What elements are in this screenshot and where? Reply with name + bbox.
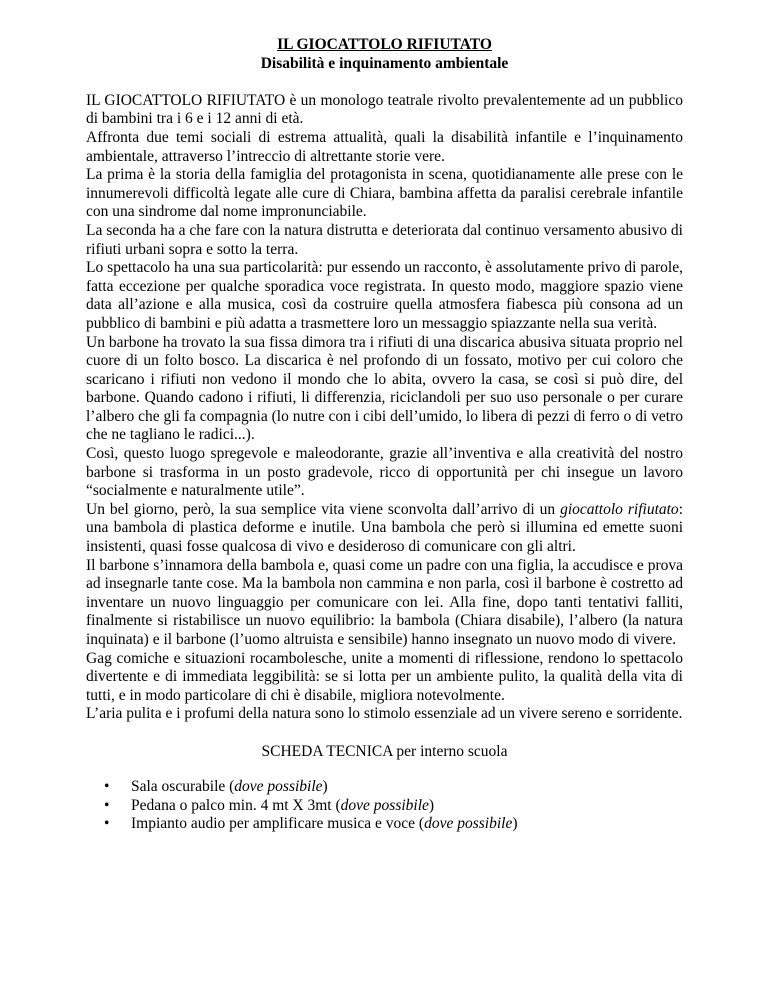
paragraph-first-story: La prima è la storia della famiglia del protagonista in scena, quotidianamente alle prese con le innumerevoli difficoltà legate alle cure di Chiara, bambina affetta da paralisi cerebrale infantile con una sindrome dal nome impronunciabile. — [86, 166, 683, 221]
list-item-note: dove possibile — [234, 778, 323, 796]
paragraph-arrival — [86, 501, 683, 557]
list-item-close: ) — [428, 796, 435, 814]
document-page — [86, 36, 683, 834]
paragraph-barbone: Un barbone ha trovato la sua fissa dimora tra i rifiuti di una discarica abusiva situata proprio nel cuore di un folto bosco. La discarica è nel profondo di un fossato, motivo per cui coloro che scaricano i rifiuti non vedono il mondo che lo abita, ovvero la casa, se così si può dire, del barbone. Quando cadono i rifiuti, li differenzia, riciclandoli per suo uso personale o per curare l’albero che gli fa compagnia (lo nutre con i cibi dell’umido, lo libera di pezzi di ferro o di vetro che ne tagliano le radici...). — [86, 333, 683, 444]
paragraph-gags: Gag comiche e situazioni rocambolesche, unite a momenti di riflessione, rendono lo spettacolo divertente e di immediata leggibilità: se si lotta per un ambiente pulito, la qualità della vita di tutti, e in modo particolare di chi è disabile, migliora notevolmente. — [86, 649, 683, 704]
list-item — [104, 778, 683, 797]
bullet-icon: • — [104, 778, 110, 796]
list-item — [104, 815, 683, 834]
paragraph-intro: IL GIOCATTOLO RIFIUTATO è un monologo teatrale rivolto prevalentemente ad un pubblico di bambini tra i 6 e i 12 anni di età. — [86, 91, 683, 128]
document-title: IL GIOCATTOLO RIFIUTATO — [277, 36, 492, 53]
paragraph-arrival-end: : una bambola di plastica deforme e inutile. Una bambola che però si illumina ed emette suoni insistenti, quasi fosse qualcosa di vivo e desideroso di comunicare con gli altri. — [86, 500, 683, 556]
list-item-note: dove possibile — [424, 815, 513, 833]
paragraph-themes: Affronta due temi sociali di estrema attualità, quali la disabilità infantile e l’inquinamento ambientale, attraverso l’intreccio di altrettante storie vere. — [86, 128, 683, 165]
document-subtitle: Disabilità e inquinamento ambientale — [260, 54, 509, 72]
scheda-tecnica-list — [86, 778, 683, 834]
list-item-text: Impianto audio per amplificare musica e voce ( — [131, 815, 425, 833]
scheda-tecnica-title: SCHEDA TECNICA per interno scuola — [261, 742, 508, 760]
paragraph-clean-air: L’aria pulita e i profumi della natura sono lo stimolo essenziale ad un vivere sereno e sorridente. — [86, 705, 683, 723]
list-item — [104, 796, 683, 816]
list-item-note: dove possibile — [340, 796, 429, 814]
paragraph-doll: Il barbone s’innamora della bambola e, quasi come un padre con una figlia, la accudisce e prova ad insegnarle tante cose. Ma la bambola non cammina e non parla, così il barbone è costretto ad inventare un nuovo linguaggio per comunicare con lei. Alla fine, dopo tanti tentativi falliti, finalmente si ristabilisce un nuovo equilibrio: la bambola (Chiara disabile), l’albero (la natura inquinata) e il barbone (l’uomo altruista e sensibile) hanno insegnato un nuovo modo di vivere. — [86, 556, 683, 648]
bullet-icon: • — [104, 815, 110, 833]
paragraph-second-story: La seconda ha a che fare con la natura distrutta e deteriorata dal continuo versamento abusivo di rifiuti urbani sopra e sotto la terra. — [86, 221, 683, 258]
list-item-text: Sala oscurabile ( — [131, 778, 235, 796]
paragraph-transformation: Così, questo luogo spregevole e maleodorante, grazie all’inventiva e alla creatività del nostro barbone si trasforma in un posto gradevole, ricco di opportunità per chi insegue un lavoro “socialmente e naturalmente utile”. — [86, 445, 683, 500]
list-item-close: ) — [322, 778, 328, 796]
paragraph-arrival-emphasis: giocattolo rifiutato — [560, 500, 679, 518]
list-item-text: Pedana o palco min. 4 mt X 3mt ( — [131, 796, 341, 814]
list-item-close: ) — [512, 815, 518, 833]
paragraph-particularity: Lo spettacolo ha una sua particolarità: pur essendo un racconto, è assolutamente privo di parole, fatta eccezione per qualche sporadica voce registrata. In questo modo, maggiore spazio viene data all’azione e alla musica, così da costruire quella atmosfera fiabesca più consona ad un pubblico di bambini e più adatta a trasmettere loro un messaggio spiazzante nella sua verità. — [86, 259, 683, 332]
bullet-icon: • — [104, 796, 110, 814]
paragraph-arrival-start: Un bel giorno, però, la sua semplice vita viene sconvolta dall’arrivo di un — [86, 500, 561, 518]
